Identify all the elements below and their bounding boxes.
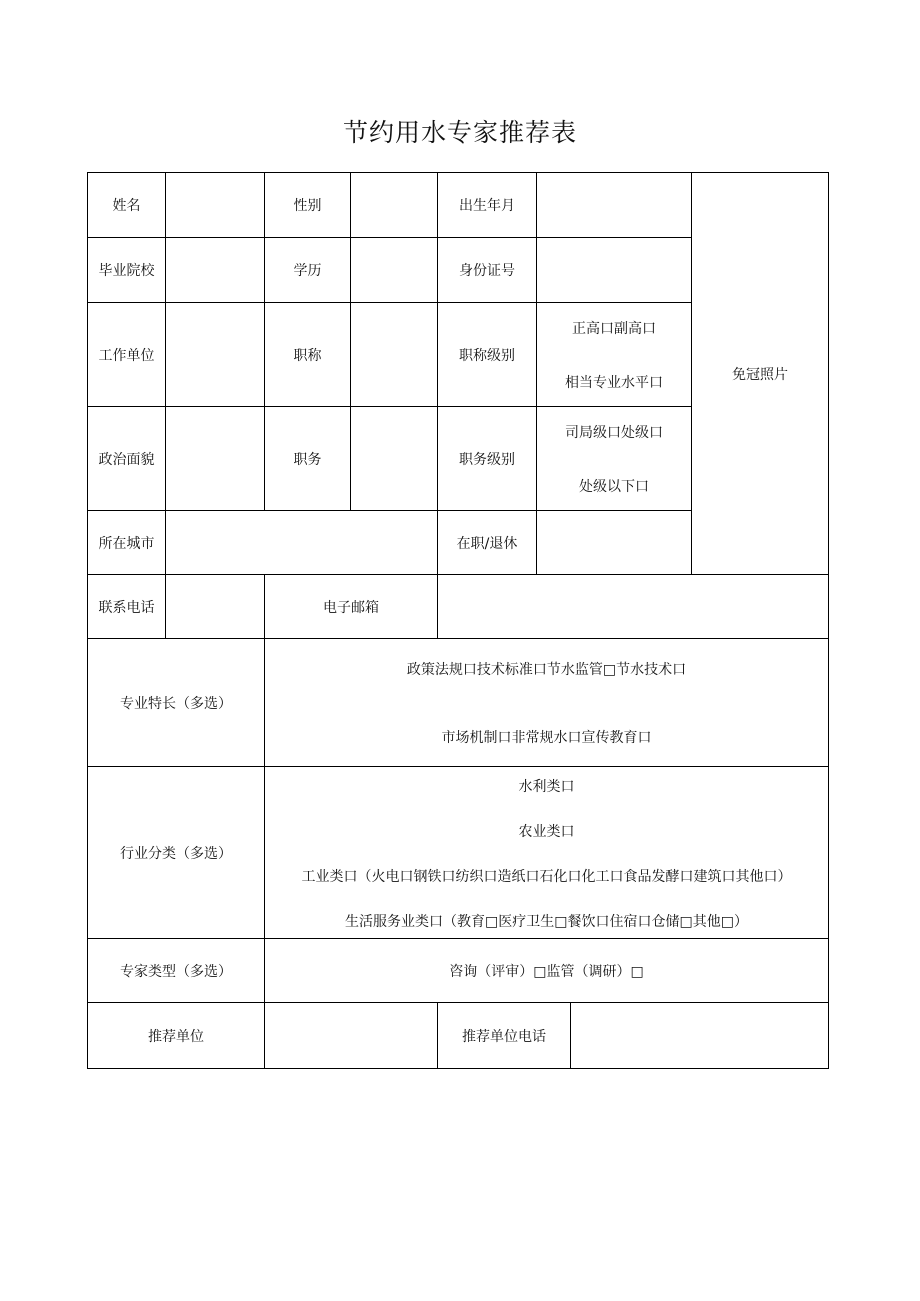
industry-options[interactable] [265,767,829,939]
work-unit-field[interactable] [166,303,265,407]
industry-option-agriculture[interactable]: 农业类口 [518,824,575,840]
specialty-options[interactable] [265,639,829,767]
label-id-number: 身份证号 [438,238,537,303]
label-school: 毕业院校 [88,238,166,303]
gender-field[interactable] [351,173,438,238]
title-level-option-line-1[interactable]: 正高口副高口 [572,320,656,337]
education-field[interactable] [351,238,438,303]
position-field[interactable] [351,407,438,511]
position-level-options[interactable] [537,407,692,511]
label-political: 政治面貌 [88,407,166,511]
political-field[interactable] [166,407,265,511]
recommendation-form-table [87,172,829,1069]
label-position: 职务 [265,407,351,511]
row-name [88,173,829,238]
label-city: 所在城市 [88,511,166,575]
label-position-level: 职务级别 [438,407,537,511]
label-title-level: 职称级别 [438,303,537,407]
city-field[interactable] [166,511,438,575]
label-name: 姓名 [88,173,166,238]
row-expert-type [88,939,829,1003]
phone-field[interactable] [166,575,265,639]
recommender-phone-field[interactable] [571,1003,829,1069]
label-email: 电子邮箱 [265,575,438,639]
label-gender: 性别 [265,173,351,238]
label-industry: 行业分类（多选） [88,767,265,939]
position-level-option-line-2[interactable]: 处级以下口 [579,478,649,495]
position-level-option-line-1[interactable]: 司局级口处级口 [565,424,663,441]
industry-option-industrial[interactable]: 工业类口（火电口钢铁口纺织口造纸口石化口化工口食品发酵口建筑口其他口） [301,869,792,885]
label-title-rank: 职称 [265,303,351,407]
label-recommender: 推荐单位 [88,1003,265,1069]
label-recommender-phone: 推荐单位电话 [438,1003,571,1069]
industry-option-water[interactable]: 水利类口 [518,779,575,795]
industry-option-services[interactable]: 生活服务业类口（教育□医疗卫生□餐饮口住宿口仓储□其他□） [345,914,748,930]
email-field[interactable] [438,575,829,639]
label-specialty: 专业特长（多选） [88,639,265,767]
specialty-option-line-1[interactable]: 政策法规口技术标准口节水监管□节水技术口 [406,661,687,678]
specialty-option-line-2[interactable]: 市场机制口非常规水口宣传教育口 [441,729,652,746]
photo-box[interactable]: 免冠照片 [692,173,829,575]
title-level-option-line-2[interactable]: 相当专业水平口 [565,374,663,391]
name-field[interactable] [166,173,265,238]
row-specialty [88,639,829,767]
recommender-field[interactable] [265,1003,438,1069]
title-rank-field[interactable] [351,303,438,407]
birth-field[interactable] [537,173,692,238]
row-recommender [88,1003,829,1069]
label-employment: 在职/退休 [438,511,537,575]
id-number-field[interactable] [537,238,692,303]
expert-type-options[interactable]: 咨询（评审）□监管（调研）□ [265,939,829,1003]
label-work-unit: 工作单位 [88,303,166,407]
school-field[interactable] [166,238,265,303]
label-expert-type: 专家类型（多选） [88,939,265,1003]
label-phone: 联系电话 [88,575,166,639]
label-education: 学历 [265,238,351,303]
page-title: 节约用水专家推荐表 [342,118,577,147]
row-industry [88,767,829,939]
label-birth: 出生年月 [438,173,537,238]
title-level-options[interactable] [537,303,692,407]
employment-field[interactable] [537,511,692,575]
row-contact [88,575,829,639]
